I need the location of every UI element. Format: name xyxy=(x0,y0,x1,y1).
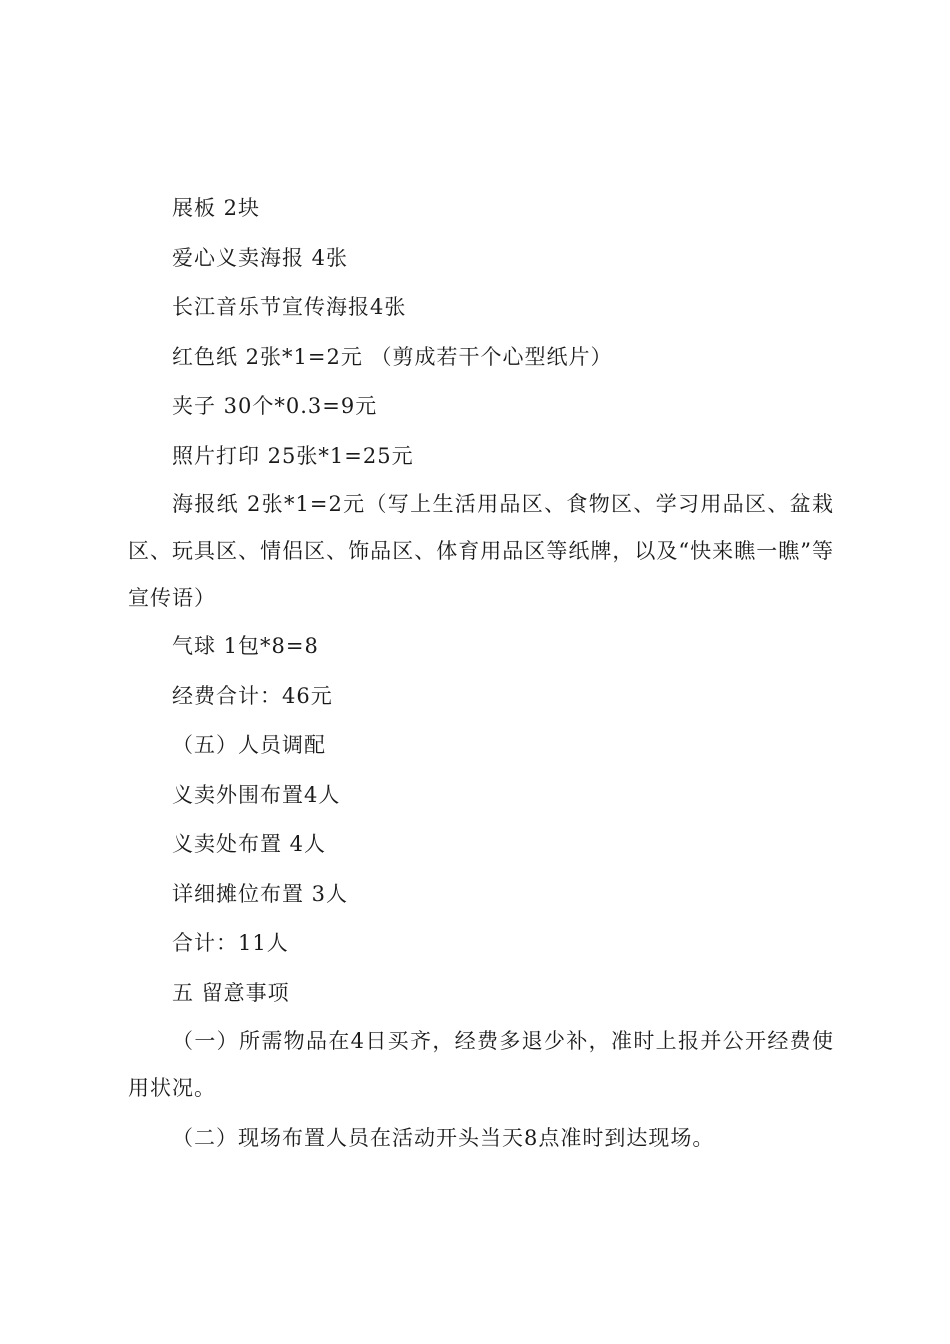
item-charity-posters: 爱心义卖海报 4张 xyxy=(172,245,349,270)
item-poster-paper: 海报纸 2张*1=2元（写上生活用品区、食物区、学习用品区、盆栽区、玩具区、情侣区、饰品区、体育用品区等纸牌，以及“快来瞧一瞧”等宣传语） xyxy=(128,492,834,610)
item-display-boards: 展板 2块 xyxy=(172,196,261,220)
item-balloons: 气球 1包*8=8 xyxy=(172,634,319,658)
section-heading-staffing: （五）人员调配 xyxy=(172,733,326,757)
budget-total: 经费合计：46元 xyxy=(172,683,333,708)
item-music-festival-posters: 长江音乐节宣传海报4张 xyxy=(172,295,407,319)
staff-total: 合计：11人 xyxy=(172,931,289,955)
staff-sale-area-setup: 义卖处布置 4人 xyxy=(172,832,327,856)
staff-booth-setup: 详细摊位布置 3人 xyxy=(172,881,349,906)
note-arrival-time: （二）现场布置人员在活动开头当天8点准时到达现场。 xyxy=(172,1126,715,1150)
item-red-paper: 红色纸 2张*1=2元 （剪成若干个心型纸片） xyxy=(172,344,613,369)
section-heading-notes: 五 留意事项 xyxy=(172,980,290,1005)
item-photo-printing: 照片打印 25张*1=25元 xyxy=(172,443,414,468)
staff-perimeter-setup: 义卖外围布置4人 xyxy=(172,782,341,807)
item-clips: 夹子 30个*0.3=9元 xyxy=(172,394,378,418)
document-body xyxy=(128,184,834,1164)
note-purchase-items: （一）所需物品在4日买齐，经费多退少补，准时上报并公开经费使用状况。 xyxy=(128,1029,834,1100)
